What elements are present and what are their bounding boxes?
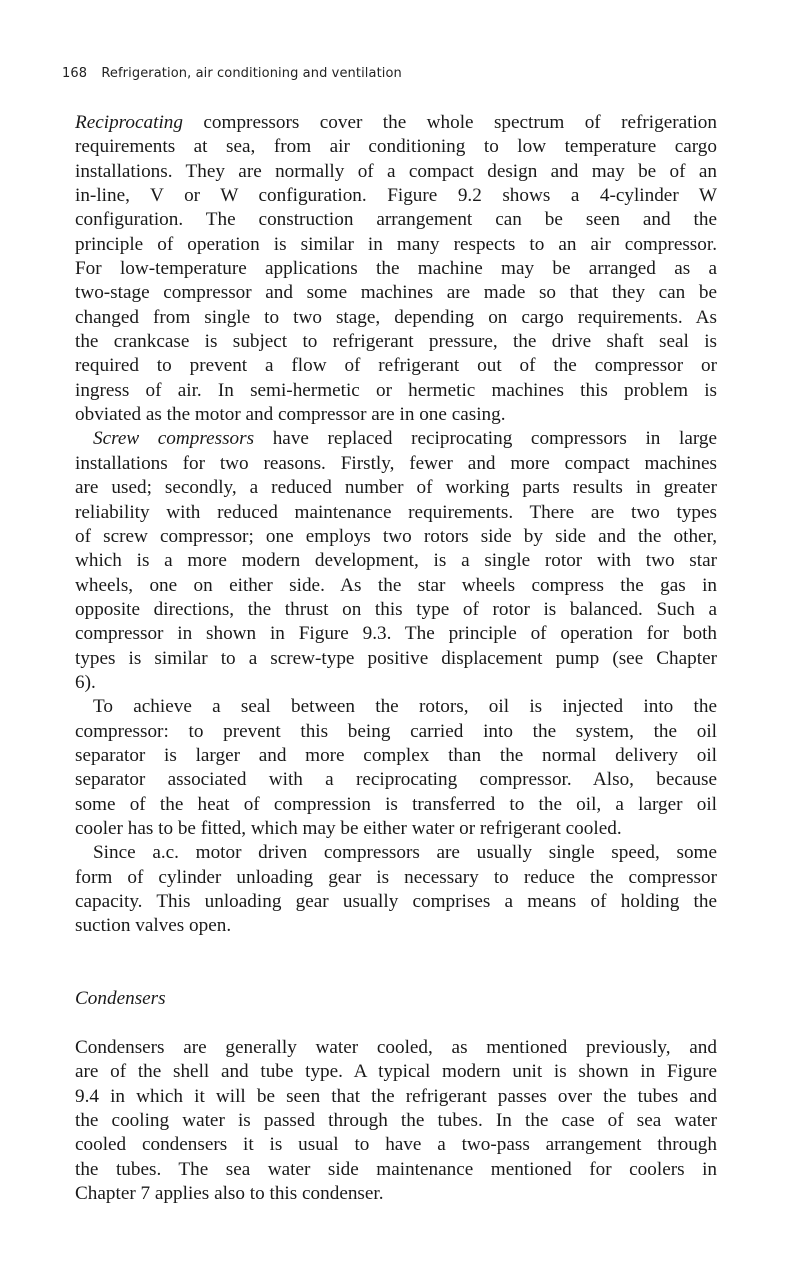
text-line: suction valves open. <box>75 915 232 937</box>
text-line: ingress of air. In semi-hermetic or hermetic machines this problem is <box>75 379 717 401</box>
text-line: installations. They are normally of a compact design and may be of an <box>75 160 717 182</box>
text-line: separator associated with a reciprocating compressor. Also, because <box>75 769 717 791</box>
text-line: installations for two reasons. Firstly, fewer and more compact machines <box>75 452 717 474</box>
text-line: are used; secondly, a reduced number of working parts results in greater <box>75 477 717 499</box>
section-heading: Condensers <box>75 988 166 1010</box>
running-head <box>62 66 402 81</box>
text-line: of screw compressor; one employs two rotors side by side and the other, <box>75 525 717 547</box>
body-text <box>75 111 717 1206</box>
text-line: types is similar to a screw-type positive displacement pump (see Chapter <box>75 647 717 669</box>
text-line: changed from single to two stage, depending on cargo requirements. As <box>75 306 717 328</box>
page-number: 168 <box>62 66 88 81</box>
text-line: two-stage compressor and some machines are made so that they can be <box>75 282 717 304</box>
text-line: 6). <box>75 671 96 693</box>
text-line: principle of operation is similar in many respects to an air compressor. <box>75 233 717 255</box>
text-line: capacity. This unloading gear usually comprises a means of holding the <box>75 891 717 912</box>
text-line: the cooling water is passed through the tubes. In the case of sea water <box>75 1110 717 1132</box>
paragraph-screw-compressors <box>75 427 717 695</box>
text-line: For low-temperature applications the machine may be arranged as a <box>75 258 717 280</box>
text-line: wheels, one on either side. As the star wheels compress the gas in <box>75 574 717 596</box>
text-line: Chapter 7 applies also to this condenser. <box>75 1183 384 1205</box>
text-line: Reciprocating compressors cover the whole spectrum of refrigeration <box>75 112 717 133</box>
lead-term: Reciprocating <box>75 112 183 133</box>
section-spacer <box>75 939 717 963</box>
paragraph-condensers <box>75 1036 717 1206</box>
section-spacer <box>75 1012 717 1036</box>
text-line: form of cylinder unloading gear is necessary to reduce the compressor <box>75 866 717 888</box>
lead-term: Screw compressors <box>93 428 255 450</box>
text-line: configuration. The construction arrangement can be seen and the <box>75 209 717 231</box>
text-line: Screw compressors have replaced reciprocating compressors in large <box>93 428 717 450</box>
running-title: Refrigeration, air conditioning and ventilation <box>101 66 402 81</box>
text-line: are of the shell and tube type. A typical modern unit is shown in Figure <box>75 1061 717 1083</box>
text-line: the tubes. The sea water side maintenance mentioned for coolers in <box>75 1158 717 1180</box>
text-line: To achieve a seal between the rotors, oil is injected into the <box>93 696 717 718</box>
text-line: separator is larger and more complex than the normal delivery oil <box>75 744 717 766</box>
text-line: in-line, V or W configuration. Figure 9.2 shows a 4-cylinder W <box>75 185 717 207</box>
text-line: Condensers are generally water cooled, as mentioned previously, and <box>75 1037 717 1059</box>
text-line: cooled condensers it is usual to have a two-pass arrangement through <box>75 1134 717 1156</box>
text-line: the crankcase is subject to refrigerant pressure, the drive shaft seal is <box>75 331 717 353</box>
text-line: Since a.c. motor driven compressors are usually single speed, some <box>93 842 717 864</box>
paragraph-reciprocating <box>75 111 717 427</box>
text-line: reliability with reduced maintenance requirements. There are two types <box>75 501 717 523</box>
paragraph-unloading-gear <box>75 841 717 938</box>
text-line: obviated as the motor and compressor are in one casing. <box>75 404 506 426</box>
text-line: cooler has to be fitted, which may be either water or refrigerant cooled. <box>75 817 622 839</box>
text-line: compressor in shown in Figure 9.3. The principle of operation for both <box>75 623 717 645</box>
text-line: some of the heat of compression is transferred to the oil, a larger oil <box>75 793 717 815</box>
text-line: compressor: to prevent this being carried into the system, the oil <box>75 720 717 742</box>
paragraph-oil-injection <box>75 695 717 841</box>
section-spacer <box>75 963 717 987</box>
text-line: required to prevent a flow of refrigerant out of the compressor or <box>75 355 717 377</box>
text-line: 9.4 in which it will be seen that the refrigerant passes over the tubes and <box>75 1085 717 1107</box>
text-line: opposite directions, the thrust on this type of rotor is balanced. Such a <box>75 598 717 620</box>
text-line: which is a more modern development, is a single rotor with two star <box>75 550 717 572</box>
text-line: requirements at sea, from air conditioning to low temperature cargo <box>75 136 717 158</box>
